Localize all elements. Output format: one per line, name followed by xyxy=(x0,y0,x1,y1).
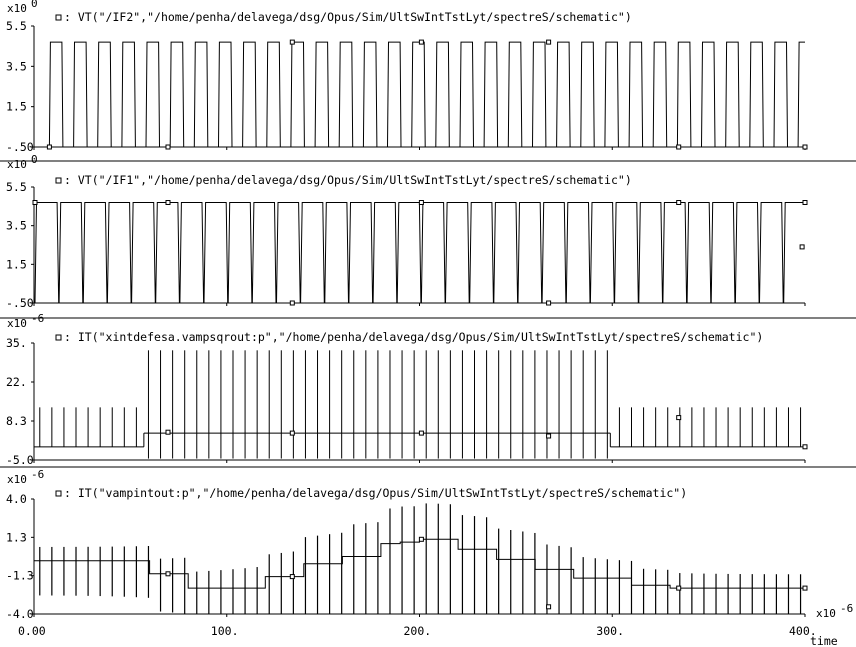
trace-point-marker xyxy=(677,586,681,590)
trace-point-marker xyxy=(166,201,170,205)
trace-point-marker xyxy=(290,431,294,435)
y-tick-label: -4.0 xyxy=(6,607,34,621)
x-axis-title: time xyxy=(810,634,838,647)
trace-point-marker xyxy=(803,201,807,205)
x-tick-label: 100. xyxy=(210,624,239,638)
trace-label-vampsqrout: : IT("xintdefesa.vampsqrout:p","/home/penha/delavega/dsg/Opus/Sim/UltSwIntTstLyt/spectreS/schematic") xyxy=(64,330,764,344)
trace-point-marker xyxy=(800,245,804,249)
trace-point-marker xyxy=(547,301,551,305)
y-exponent-label: x10 xyxy=(7,158,27,171)
y-exponent-power: 0 xyxy=(31,0,38,10)
trace-point-marker xyxy=(547,40,551,44)
trace-point-marker xyxy=(290,301,294,305)
y-tick-label: 4.0 xyxy=(6,492,27,506)
y-tick-label: -.50 xyxy=(6,296,34,310)
trace-point-marker xyxy=(419,201,423,205)
y-tick-label: 3.5 xyxy=(6,218,27,233)
trace-point-marker xyxy=(677,201,681,205)
trace-point-marker xyxy=(547,605,551,609)
trace-point-marker xyxy=(47,145,51,149)
trace-label-if1: : VT("/IF1","/home/penha/delavega/dsg/Opus/Sim/UltSwIntTstLyt/spectreS/schematic") xyxy=(64,173,632,187)
trace-point-marker xyxy=(166,572,170,576)
trace-point-marker xyxy=(803,145,807,149)
trace-point-marker xyxy=(803,445,807,449)
trace-point-marker xyxy=(33,201,37,205)
y-exponent-label: x10 xyxy=(7,317,27,330)
trace-label-vampintout: : IT("vampintout:p","/home/penha/delavega/dsg/Opus/Sim/UltSwIntTstLyt/spectreS/schematic") xyxy=(64,486,688,500)
trace-point-marker xyxy=(290,40,294,44)
y-exponent-label: x10 xyxy=(7,473,27,486)
y-tick-label: -.50 xyxy=(6,140,34,154)
trace-point-marker xyxy=(547,434,551,438)
y-tick-label: 5.5 xyxy=(6,180,27,194)
x-tick-label: 200. xyxy=(403,624,432,638)
x-tick-label: 300. xyxy=(596,624,625,638)
trace-point-marker xyxy=(166,430,170,434)
trace-point-marker xyxy=(419,537,423,541)
y-exponent-power: 0 xyxy=(31,153,38,166)
x-exponent-label: x10 xyxy=(816,607,836,620)
trace-point-marker xyxy=(419,431,423,435)
x-tick-label: 400. xyxy=(789,624,817,638)
trace-point-marker xyxy=(290,575,294,579)
x-tick-label: 0.00 xyxy=(18,624,46,638)
trace-point-marker xyxy=(677,145,681,149)
y-exponent-power: -6 xyxy=(31,312,45,325)
trace-label-if2: : VT("/IF2","/home/penha/delavega/dsg/Opus/Sim/UltSwIntTstLyt/spectreS/schematic") xyxy=(64,10,632,24)
trace-point-marker xyxy=(803,586,807,590)
y-tick-label: 1.5 xyxy=(6,99,27,114)
trace-point-marker xyxy=(419,40,423,44)
y-exponent-label: x10 xyxy=(7,2,27,15)
y-tick-label: 8.3 xyxy=(6,414,27,428)
y-tick-label: -5.0 xyxy=(6,453,34,467)
x-exponent-power: -6 xyxy=(840,602,854,615)
y-tick-label: 5.5 xyxy=(6,19,27,33)
trace-point-marker xyxy=(677,416,681,420)
y-tick-label: 1.3 xyxy=(6,530,27,545)
y-tick-label: -1.3 xyxy=(6,568,34,583)
y-tick-label: 35. xyxy=(6,336,27,350)
y-tick-label: 22. xyxy=(6,375,27,389)
trace-point-marker xyxy=(166,145,170,149)
y-tick-label: 1.5 xyxy=(6,257,27,272)
y-exponent-power: -6 xyxy=(31,468,45,481)
y-tick-label: 3.5 xyxy=(6,59,27,74)
